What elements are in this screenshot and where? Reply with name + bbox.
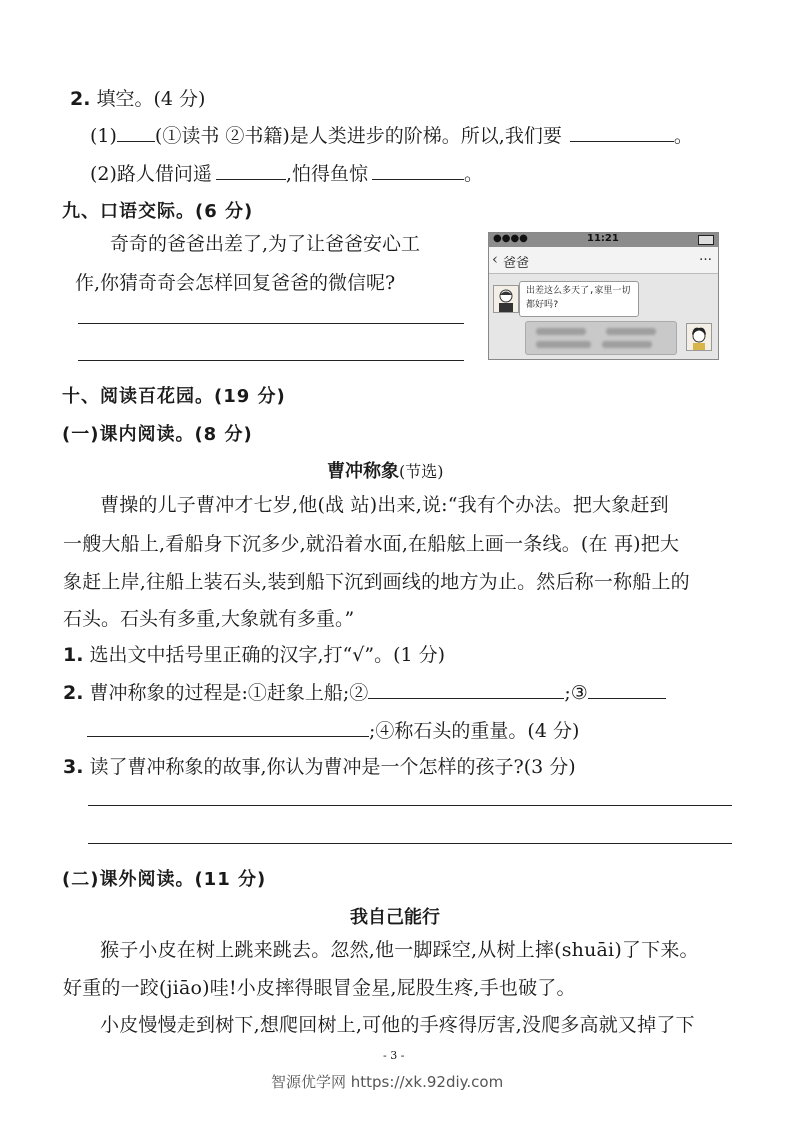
- q2-line1-text: (①读书 ②书籍)是人类进步的阶梯。所以,我们要: [154, 125, 562, 147]
- passage-1-line4: 石头。石头有多重,大象就有多重。”: [63, 608, 355, 630]
- part-1-title: (一)课内阅读。(8 分): [62, 424, 253, 445]
- section-9-para1: 奇奇的爸爸出差了,为了让爸爸安心工: [110, 233, 421, 255]
- q2-line2-prefix: (2)路人借问遥: [90, 163, 212, 185]
- answer-line-q3-1[interactable]: [88, 805, 732, 806]
- message-bubble: 出差这么多天了,家里一切都好吗?: [519, 281, 639, 317]
- qiqi-avatar: [686, 323, 712, 351]
- blank-1-2[interactable]: [570, 140, 674, 142]
- passage-1-line3: 象赶上岸,往船上装石头,装到船下沉到画线的地方为止。然后称一称船上的: [63, 571, 690, 593]
- answer-line-9-2[interactable]: [78, 360, 464, 361]
- q2-heading: [70, 84, 205, 111]
- blank-1-1[interactable]: [117, 140, 155, 142]
- question-1-number: 1.: [63, 644, 84, 666]
- answer-line-9-1[interactable]: [78, 323, 464, 324]
- passage-2-line3: 小皮慢慢走到树下,想爬回树上,可他的手疼得厉害,没爬多高就又掉了下: [100, 1014, 695, 1036]
- question-2: [63, 678, 666, 705]
- chat-name: 爸爸: [503, 256, 530, 271]
- q2-line1-prefix: (1): [90, 125, 117, 147]
- question-3-text: 读了曹冲称象的故事,你认为曹冲是一个怎样的孩子?(3 分): [89, 756, 576, 778]
- q2-line2-text: ,怕得鱼惊: [285, 163, 368, 185]
- question-3-number: 3.: [63, 756, 84, 778]
- status-bar: [489, 233, 718, 247]
- more-icon[interactable]: …: [699, 249, 712, 264]
- passage-1-title-wrap: [327, 457, 444, 483]
- signal-icon: ●●●●: [493, 233, 528, 244]
- passage-1-title: 曹冲称象: [327, 461, 399, 482]
- passage-1-subtitle: (节选): [399, 462, 444, 481]
- battery-icon: [698, 235, 714, 245]
- blank-q2-step3b[interactable]: [87, 735, 369, 737]
- answer-line-q3-2[interactable]: [88, 843, 732, 844]
- passage-2-line2: 好重的一跤(jiāo)哇!小皮摔得眼冒金星,屁股生疼,手也破了。: [63, 977, 576, 999]
- passage-2-title: 我自己能行: [350, 907, 440, 928]
- blank-q2-step2[interactable]: [368, 697, 564, 699]
- q2-line1-end: 。: [673, 125, 693, 147]
- question-2-end: ;④称石头的重量。(4 分): [369, 720, 580, 742]
- part-2-title: (二)课外阅读。(11 分): [62, 869, 267, 890]
- blank-2-2[interactable]: [372, 178, 464, 180]
- section-9-title: 九、口语交际。(6 分): [62, 201, 254, 222]
- page-number: - 3 -: [383, 1049, 405, 1062]
- passage-1-line1: 曹操的儿子曹冲才七岁,他(战 站)出来,说:“我有个办法。把大象赶到: [100, 494, 669, 516]
- q2-number: 2.: [70, 88, 91, 110]
- blank-2-1[interactable]: [216, 178, 286, 180]
- q2-line2: [90, 159, 483, 186]
- passage-1-line2: 一艘大船上,看船身下沉多少,就沿着水面,在船舷上画一条线。(在 再)把大: [63, 533, 680, 555]
- question-1: [63, 640, 445, 667]
- q2-line2-end: 。: [463, 163, 483, 185]
- question-2-cont: [87, 716, 579, 743]
- blank-q2-step3a[interactable]: [588, 697, 666, 699]
- chevron-left-icon[interactable]: ‹: [492, 250, 498, 268]
- reply-bubble-blurred: [525, 321, 677, 355]
- dad-avatar: [493, 285, 519, 313]
- q2-heading-text: 填空。(4 分): [96, 88, 206, 110]
- chat-navbar: [489, 247, 718, 274]
- question-2-text: 曹冲称象的过程是:①赶象上船;②: [89, 682, 369, 704]
- question-1-text: 选出文中括号里正确的汉字,打“√”。(1 分): [89, 644, 446, 666]
- section-10-title: 十、阅读百花园。(19 分): [62, 386, 286, 407]
- section-9-para2: 作,你猜奇奇会怎样回复爸爸的微信呢?: [75, 272, 396, 294]
- passage-2-line1: 猴子小皮在树上跳来跳去。忽然,他一脚踩空,从树上摔(shuāi)了下来。: [100, 939, 699, 961]
- status-time: 11:21: [587, 233, 619, 244]
- question-3: [63, 752, 576, 779]
- wechat-screenshot: [488, 232, 719, 360]
- watermark: 智源优学网 https://xk.92diy.com: [271, 1073, 504, 1091]
- q2-line1: [90, 121, 693, 148]
- question-2-number: 2.: [63, 682, 84, 704]
- question-2-mid: ;③: [564, 682, 588, 704]
